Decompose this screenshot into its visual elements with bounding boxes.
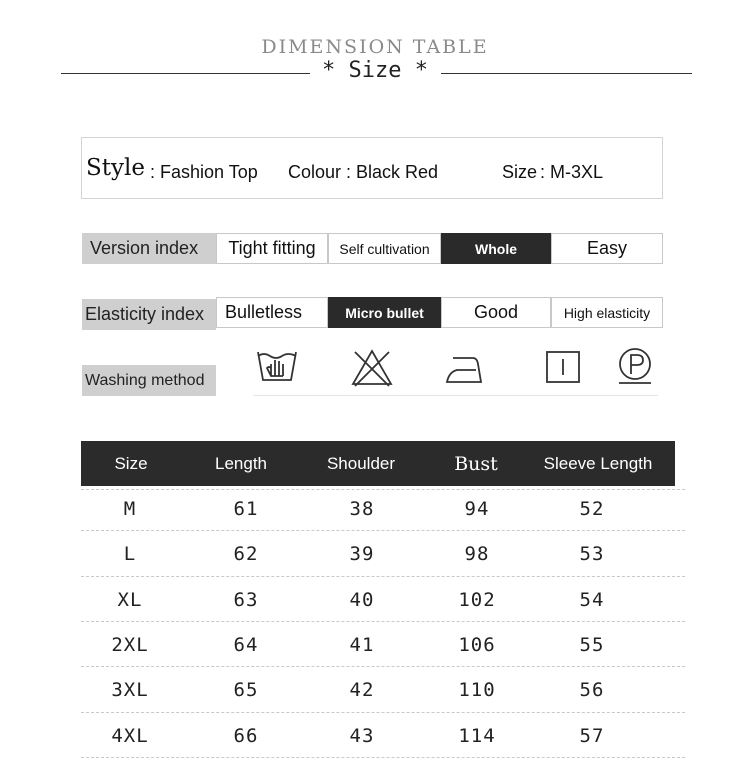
header-size: Size bbox=[114, 453, 148, 473]
version-option-easy: Easy bbox=[551, 233, 663, 264]
version-index-label: Version index bbox=[82, 233, 216, 264]
table-cell: 52 bbox=[579, 498, 605, 520]
size-section-title: * Size * bbox=[322, 58, 428, 83]
hand-wash-icon bbox=[255, 346, 299, 386]
table-cell: 94 bbox=[464, 498, 490, 520]
table-cell: 39 bbox=[349, 543, 375, 566]
table-cell: 41 bbox=[349, 633, 375, 656]
elasticity-option-bulletless: Bulletless bbox=[216, 297, 328, 328]
header-length: Length bbox=[215, 453, 267, 473]
table-cell: 43 bbox=[349, 724, 375, 747]
row-divider bbox=[81, 530, 685, 531]
table-cell: 54 bbox=[579, 588, 605, 611]
size-label: Size bbox=[502, 162, 538, 182]
table-cell: XL bbox=[117, 588, 143, 611]
table-cell: 62 bbox=[233, 543, 259, 566]
row-divider bbox=[81, 757, 685, 758]
row-divider bbox=[81, 489, 685, 490]
elasticity-option-good: Good bbox=[441, 297, 551, 328]
header-sleeve-length: Sleeve Length bbox=[543, 453, 653, 473]
table-cell: 63 bbox=[233, 588, 259, 611]
elasticity-option-micro-bullet-selected: Micro bullet bbox=[328, 297, 441, 328]
row-divider bbox=[81, 712, 685, 713]
table-cell: 64 bbox=[233, 633, 259, 656]
do-not-bleach-icon bbox=[350, 348, 394, 388]
table-cell: 53 bbox=[579, 543, 605, 566]
table-cell: 110 bbox=[458, 679, 496, 702]
style-label: Style bbox=[86, 155, 145, 181]
table-cell: 40 bbox=[349, 588, 375, 611]
table-cell: 2XL bbox=[111, 633, 149, 656]
table-cell: 55 bbox=[579, 633, 605, 656]
tumble-dry-icon bbox=[541, 348, 585, 388]
dry-clean-p-icon bbox=[613, 346, 657, 386]
table-cell: L bbox=[123, 543, 137, 566]
table-cell: 38 bbox=[349, 498, 375, 520]
row-divider bbox=[81, 621, 685, 622]
washing-method-label: Washing method bbox=[82, 365, 216, 396]
iron-icon bbox=[443, 350, 487, 390]
version-option-whole-selected: Whole bbox=[441, 233, 551, 264]
colour-value: : Black Red bbox=[346, 162, 439, 182]
table-cell: 57 bbox=[579, 724, 605, 747]
table-cell: 102 bbox=[458, 588, 496, 611]
version-option-tight-fitting: Tight fitting bbox=[216, 233, 328, 264]
header-shoulder: Shoulder bbox=[326, 453, 396, 473]
row-divider bbox=[81, 666, 685, 667]
size-value: : M-3XL bbox=[540, 162, 604, 182]
table-cell: 42 bbox=[349, 679, 375, 702]
table-cell: 61 bbox=[233, 498, 259, 520]
dimension-table-title: DIMENSION TABLE bbox=[261, 36, 489, 58]
table-cell: 56 bbox=[579, 679, 605, 702]
colour-label: Colour bbox=[288, 162, 342, 182]
table-cell: 65 bbox=[233, 679, 259, 702]
table-cell: 66 bbox=[233, 724, 259, 747]
washing-divider bbox=[253, 395, 658, 396]
style-value: : Fashion Top bbox=[150, 162, 258, 182]
elasticity-index-label: Elasticity index bbox=[82, 299, 216, 330]
table-cell: M bbox=[123, 498, 137, 520]
row-divider bbox=[81, 576, 685, 577]
header-bust: Bust bbox=[454, 452, 498, 475]
table-cell: 4XL bbox=[111, 724, 149, 747]
table-cell: 114 bbox=[458, 724, 496, 747]
table-cell: 3XL bbox=[111, 679, 149, 702]
table-cell: 106 bbox=[458, 633, 496, 656]
elasticity-option-high-elasticity: High elasticity bbox=[551, 297, 663, 328]
version-option-self-cultivation: Self cultivation bbox=[328, 233, 441, 264]
table-cell: 98 bbox=[464, 543, 490, 566]
